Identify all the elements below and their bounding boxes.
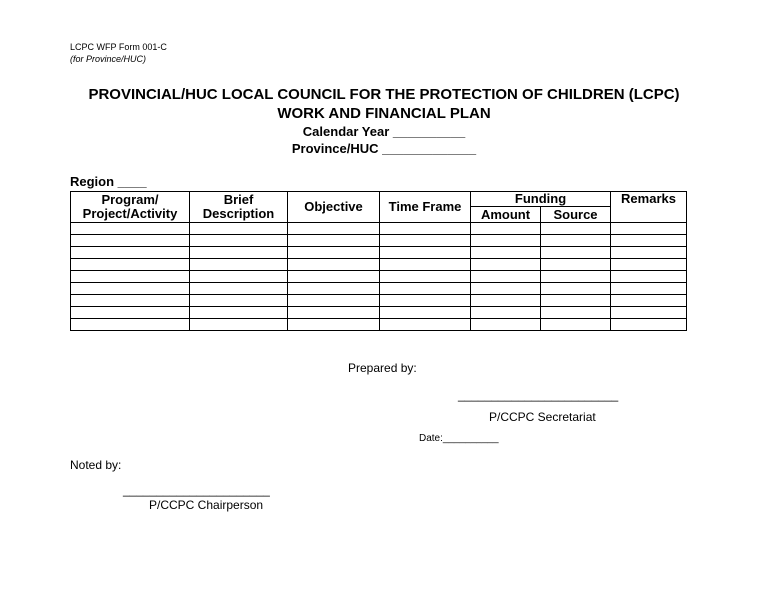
- table-cell[interactable]: [288, 295, 380, 307]
- table-cell[interactable]: [471, 271, 541, 283]
- table-cell[interactable]: [471, 259, 541, 271]
- table-cell[interactable]: [380, 307, 471, 319]
- table-cell[interactable]: [380, 235, 471, 247]
- table-cell[interactable]: [541, 307, 611, 319]
- table-cell[interactable]: [471, 307, 541, 319]
- table-cell[interactable]: [190, 319, 288, 331]
- table-row: [71, 295, 687, 307]
- table-cell[interactable]: [190, 295, 288, 307]
- calendar-year-field[interactable]: Calendar Year __________: [302, 124, 466, 139]
- table-cell[interactable]: [71, 319, 190, 331]
- table-cell[interactable]: [541, 283, 611, 295]
- table-cell[interactable]: [380, 247, 471, 259]
- table-cell[interactable]: [190, 223, 288, 235]
- col-header-objective: Objective: [288, 192, 380, 223]
- table-cell[interactable]: [471, 283, 541, 295]
- table-cell[interactable]: [541, 271, 611, 283]
- form-code: LCPC WFP Form 001-C: [70, 42, 167, 52]
- table-row: [71, 307, 687, 319]
- col-header-brief: [190, 192, 288, 223]
- table-cell[interactable]: [190, 307, 288, 319]
- table-cell[interactable]: [190, 259, 288, 271]
- table-cell[interactable]: [71, 259, 190, 271]
- form-title-line2: WORK AND FINANCIAL PLAN: [277, 105, 491, 122]
- table-cell[interactable]: [190, 283, 288, 295]
- form-scope: (for Province/HUC): [70, 54, 147, 64]
- table-cell[interactable]: [471, 235, 541, 247]
- table-cell[interactable]: [71, 295, 190, 307]
- table-cell[interactable]: [380, 259, 471, 271]
- table-cell[interactable]: [288, 271, 380, 283]
- table-row: [71, 223, 687, 235]
- table-cell[interactable]: [611, 223, 687, 235]
- table-cell[interactable]: [611, 319, 687, 331]
- table-row: [71, 259, 687, 271]
- table-row: [71, 283, 687, 295]
- table-cell[interactable]: [541, 235, 611, 247]
- table-cell[interactable]: [541, 319, 611, 331]
- table-cell[interactable]: [380, 283, 471, 295]
- table-cell[interactable]: [611, 307, 687, 319]
- table-cell[interactable]: [380, 271, 471, 283]
- table-cell[interactable]: [71, 283, 190, 295]
- col-header-source: Source: [541, 207, 611, 223]
- table-cell[interactable]: [288, 259, 380, 271]
- chairperson-label: P/CCPC Chairperson: [149, 498, 264, 512]
- col-header-program: [71, 192, 190, 223]
- secretariat-label: P/CCPC Secretariat: [489, 410, 596, 424]
- table-cell[interactable]: [471, 247, 541, 259]
- table-cell[interactable]: [541, 247, 611, 259]
- table-cell[interactable]: [71, 247, 190, 259]
- table-cell[interactable]: [541, 295, 611, 307]
- col-header-remarks: Remarks: [611, 192, 687, 223]
- prepared-by-label: Prepared by:: [348, 361, 417, 375]
- table-cell[interactable]: [471, 319, 541, 331]
- table-body: [71, 223, 687, 331]
- secretariat-signature-line[interactable]: ________________________: [458, 388, 619, 402]
- form-title-line1: PROVINCIAL/HUC LOCAL COUNCIL FOR THE PROTECTION OF CHILDREN (LCPC): [88, 86, 680, 103]
- col-header-timeframe: Time Frame: [380, 192, 471, 223]
- province-field[interactable]: Province/HUC _____________: [291, 141, 477, 156]
- noted-by-label: Noted by:: [70, 458, 122, 472]
- table-row: [71, 271, 687, 283]
- table-cell[interactable]: [611, 259, 687, 271]
- chairperson-signature-line[interactable]: ______________________: [123, 483, 270, 497]
- col-header-program-line1: Program/: [101, 192, 159, 207]
- table-cell[interactable]: [611, 247, 687, 259]
- table-cell[interactable]: [611, 271, 687, 283]
- table-cell[interactable]: [471, 223, 541, 235]
- table-row: [71, 247, 687, 259]
- table-cell[interactable]: [71, 223, 190, 235]
- col-header-funding: Funding: [471, 192, 611, 207]
- table-cell[interactable]: [611, 235, 687, 247]
- table-cell[interactable]: [541, 259, 611, 271]
- table-cell[interactable]: [380, 223, 471, 235]
- table-cell[interactable]: [71, 235, 190, 247]
- table-cell[interactable]: [541, 223, 611, 235]
- table-cell[interactable]: [471, 295, 541, 307]
- table-cell[interactable]: [288, 307, 380, 319]
- table-cell[interactable]: [190, 235, 288, 247]
- table-cell[interactable]: [611, 295, 687, 307]
- work-financial-plan-table: [70, 191, 687, 331]
- table-cell[interactable]: [71, 271, 190, 283]
- table-row: [71, 235, 687, 247]
- table-cell[interactable]: [611, 283, 687, 295]
- col-header-program-line2: Project/Activity: [82, 206, 178, 221]
- col-header-brief-line1: Brief: [223, 192, 254, 207]
- table-cell[interactable]: [288, 319, 380, 331]
- region-field[interactable]: Region ____: [70, 174, 147, 189]
- table-cell[interactable]: [190, 271, 288, 283]
- table-cell[interactable]: [288, 223, 380, 235]
- table-cell[interactable]: [288, 235, 380, 247]
- table-cell[interactable]: [190, 247, 288, 259]
- table-cell[interactable]: [288, 247, 380, 259]
- col-header-amount: Amount: [471, 207, 541, 223]
- col-header-brief-line2: Description: [202, 206, 275, 221]
- table-row: [71, 319, 687, 331]
- table-cell[interactable]: [71, 307, 190, 319]
- date-field[interactable]: Date:__________: [419, 433, 499, 444]
- table-cell[interactable]: [288, 283, 380, 295]
- table-cell[interactable]: [380, 295, 471, 307]
- table-cell[interactable]: [380, 319, 471, 331]
